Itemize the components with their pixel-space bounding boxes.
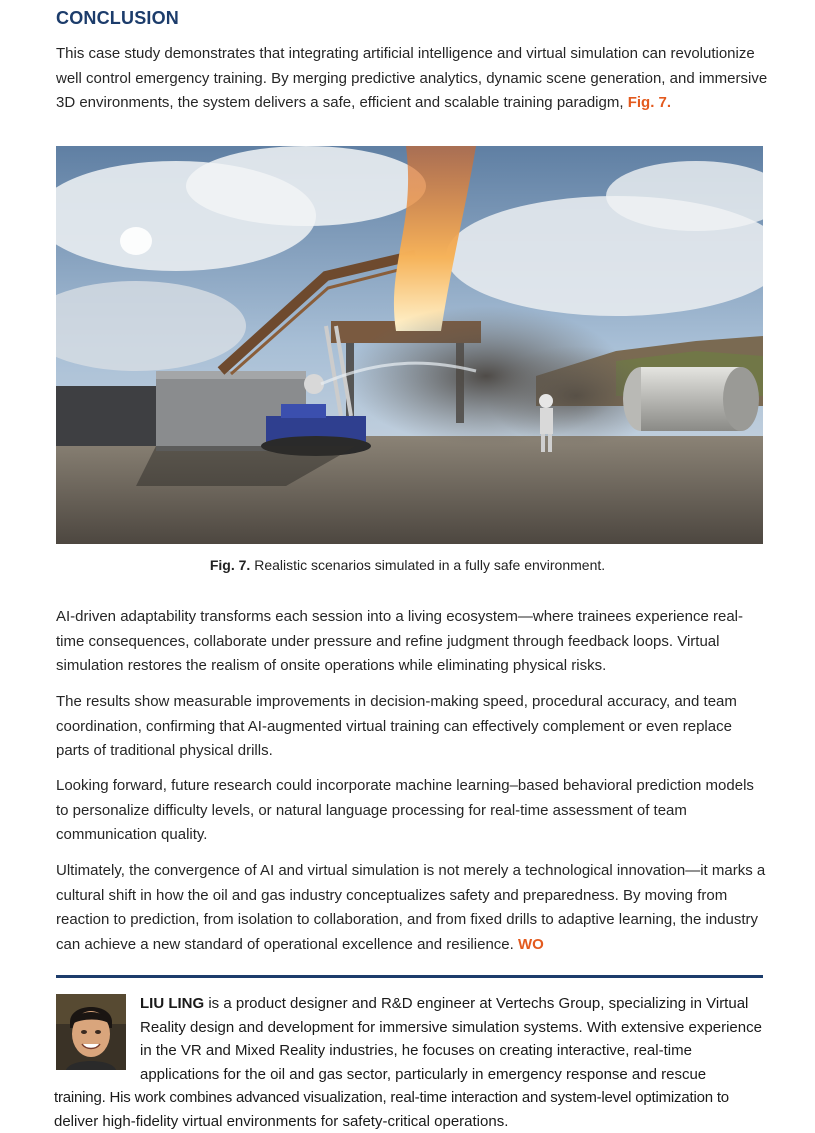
end-mark: WO [518, 936, 544, 953]
author-bio-line-6: deliver high-fidelity virtual environments for safety-critical operations. [54, 1110, 508, 1133]
simulation-figure [56, 146, 763, 544]
body-paragraph-2: The results show measurable improvements in decision-making speed, procedural accuracy, and team coordination, confirming that AI-augmented virtual training can effectively complement or even replace parts of traditional physical drills. [56, 690, 768, 764]
author-portrait-illustration [56, 994, 126, 1070]
body-paragraph-4-text: Ultimately, the convergence of AI and virtual simulation is not merely a technological innovation—it marks a cultural shift in how the oil and gas industry conceptualizes safety and preparedness. By moving from reaction to prediction, from isolation to collaboration, and from fixed drills to adaptive learning, the industry can achieve a new standard of operational excellence and resilience. [56, 862, 765, 953]
simulation-scene-illustration [56, 146, 763, 544]
figure-caption [0, 557, 815, 573]
intro-text: This case study demonstrates that integrating artificial intelligence and virtual simulation can revolutionize well control emergency training. By merging predictive analytics, dynamic scene generation, and immersive 3D environments, the system delivers a safe, efficient and scalable training paradigm, [56, 45, 767, 111]
body-paragraph-1: AI-driven adaptability transforms each session into a living ecosystem—where trainees experience real-time consequences, collaborate under pressure and refine judgment through feedback loops. Virtual simulation restores the realism of onsite operations while eliminating physical risks. [56, 605, 768, 679]
figure-reference-link[interactable]: Fig. 7. [628, 94, 671, 111]
figure-caption-text: Realistic scenarios simulated in a fully safe environment. [254, 557, 605, 573]
body-paragraph-3: Looking forward, future research could incorporate machine learning–based behavioral prediction models to personalize difficulty levels, or natural language processing for real-time assessment of team communication quality. [56, 774, 768, 848]
author-bio-line-5: training. His work combines advanced visualization, real-time interaction and system-level optimization to [54, 1086, 729, 1110]
section-divider [56, 975, 763, 978]
body-paragraph-4 [56, 859, 768, 957]
author-bio-line-1 [140, 992, 748, 1016]
author-bio-line-3: in the VR and Mixed Reality industries, he focuses on creating interactive, real-time [140, 1039, 692, 1063]
section-heading: CONCLUSION [56, 8, 179, 29]
author-avatar [56, 994, 126, 1070]
author-name: LIU LING [140, 995, 204, 1012]
author-bio-line-4: applications for the oil and gas sector, particularly in emergency response and rescue [140, 1063, 706, 1087]
author-bio-line-2: Reality design and development for immersive simulation systems. With extensive experience [140, 1016, 762, 1040]
figure-label: Fig. 7. [210, 557, 250, 573]
intro-paragraph [56, 42, 768, 116]
author-bio-line-1-text: is a product designer and R&D engineer at Vertechs Group, specializing in Virtual [204, 995, 748, 1012]
